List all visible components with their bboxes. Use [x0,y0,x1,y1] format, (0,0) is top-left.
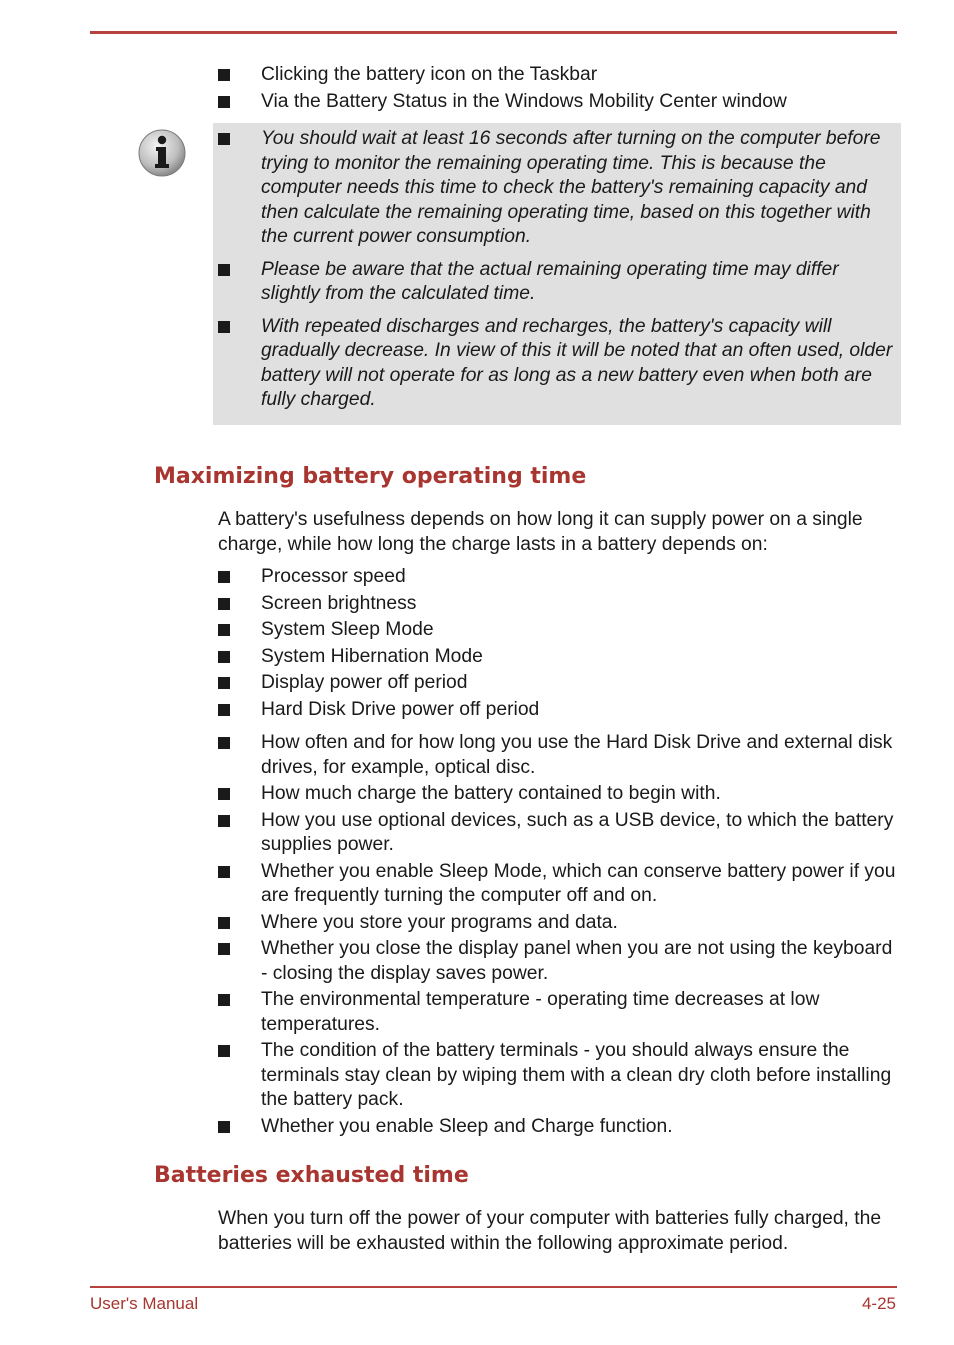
section-paragraph-maximizing: A battery's usefulness depends on how long it can supply power on a single charge, while how long the charge lasts in a battery depends on: [218,509,863,555]
list-item [0,127,900,250]
list-item [0,782,900,807]
bullet-icon [218,815,230,827]
footer-title: User's Manual [90,1294,199,1313]
bullet-icon [218,994,230,1006]
list-item [0,645,900,670]
bullet-icon [218,677,230,689]
footer-rule [90,1286,897,1288]
list-item-text: Display power off period [261,672,468,693]
bullet-icon [218,737,230,749]
bullet-icon [218,917,230,929]
list-item-text: Whether you enable Sleep and Charge function. [261,1115,673,1137]
list-item-text: System Sleep Mode [261,619,434,640]
section-heading-maximizing: Maximizing battery operating time [154,464,587,489]
list-item [0,698,900,723]
bullet-icon [218,943,230,955]
list-item-text: Please be aware that the actual remaining operating time may differ slightly from the calculated time. [261,258,839,304]
bullet-icon [218,866,230,878]
bullet-icon [218,321,230,333]
bullet-icon [218,788,230,800]
list-item [0,671,900,696]
bullet-icon [218,624,230,636]
bullet-icon [218,571,230,583]
list-item-text: You should wait at least 16 seconds after turning on the computer before trying to monitor the remaining operating time. This is because the computer needs this time to check the battery's remaining capacity and then calculate the remaining operating time, based on this together with the current power consumption. [261,128,881,247]
list-item [0,911,900,936]
bullet-icon [218,133,230,145]
section-paragraph-exhausted: When you turn off the power of your computer with batteries fully charged, the batteries will be exhausted within the following approximate period. [218,1208,882,1254]
bullet-icon [218,598,230,610]
list-item-text: With repeated discharges and recharges, the battery's capacity will gradually decrease. In view of this it will be noted that an often used, older battery will not operate for as long as a new battery even when both are fully charged. [261,315,893,410]
list-item-text: The condition of the battery terminals - you should always ensure the terminals stay clean by wiping them with a clean dry cloth before installing the battery pack. [261,1040,892,1110]
section-heading-exhausted: Batteries exhausted time [154,1163,469,1188]
factor-list-a [0,565,900,722]
list-item-text: Clicking the battery icon on the Taskbar [261,64,598,85]
list-item [0,592,900,617]
note-list [0,127,900,413]
list-item-text: How much charge the battery contained to begin with. [261,783,721,804]
list-item [0,937,900,986]
factor-list-b [0,731,900,1139]
list-item [0,315,900,413]
list-item [0,860,900,909]
list-item [0,258,900,307]
list-item-text: Via the Battery Status in the Windows Mobility Center window [261,90,787,112]
header-rule [90,31,897,34]
intro-list [0,63,900,114]
list-item [0,90,900,115]
bullet-icon [218,264,230,276]
bullet-icon [218,1045,230,1057]
list-item [0,618,900,643]
bullet-icon [218,651,230,663]
list-item-text: Screen brightness [261,592,417,614]
list-item [0,63,900,88]
list-item-text: Hard Disk Drive power off period [261,698,540,720]
bullet-icon [218,69,230,81]
list-item [0,988,900,1037]
list-item-text: How you use optional devices, such as a USB device, to which the battery supplies power. [261,809,894,855]
bullet-icon [218,1121,230,1133]
list-item [0,731,900,780]
list-item-text: Whether you enable Sleep Mode, which can conserve battery power if you are frequently turning the computer off and on. [261,860,896,906]
list-item [0,1115,900,1140]
list-item-text: Where you store your programs and data. [261,911,618,933]
list-item [0,809,900,858]
list-item [0,1039,900,1113]
list-item [0,565,900,590]
list-item-text: Whether you close the display panel when you are not using the keyboard - closing the display saves power. [261,938,893,984]
list-item-text: Processor speed [261,566,406,587]
list-item-text: The environmental temperature - operating time decreases at low temperatures. [261,989,820,1035]
list-item-text: How often and for how long you use the Hard Disk Drive and external disk drives, for example, optical disc. [261,732,893,778]
list-item-text: System Hibernation Mode [261,645,483,667]
page-number: 4-25 [861,1294,896,1313]
bullet-icon [218,704,230,716]
bullet-icon [218,96,230,108]
